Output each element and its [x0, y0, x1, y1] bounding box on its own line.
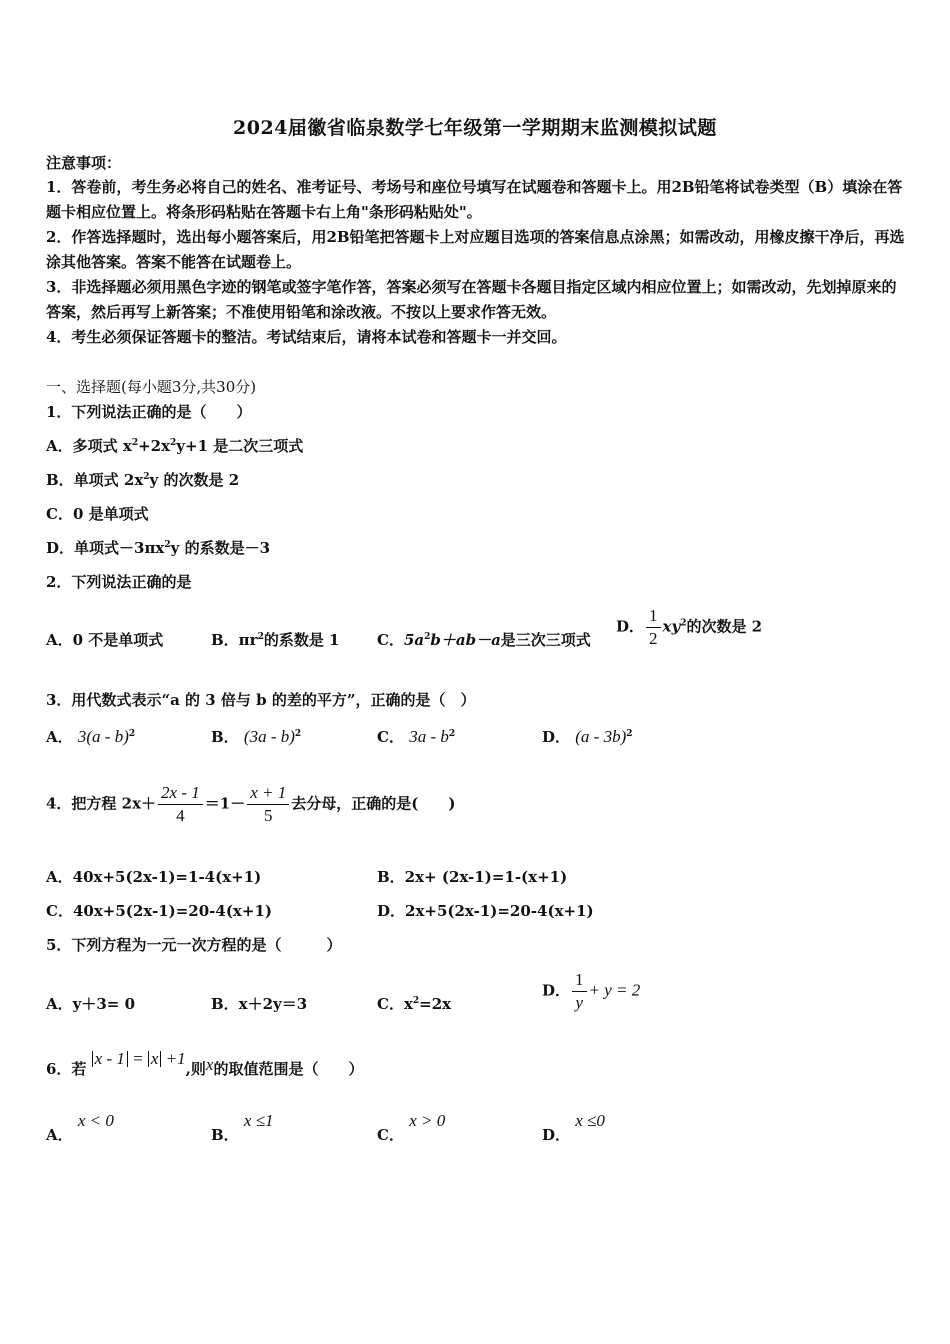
q6-option-d: D． x ≤0: [542, 1111, 605, 1144]
q6-option-c: C． x > 0: [377, 1111, 446, 1144]
q6-option-b: B． x ≤1: [211, 1111, 274, 1144]
q3-option-a: A． 3(a - b)$^2$: [46, 727, 136, 746]
q2-d-fraction: $\frac{1}{2}$: [646, 605, 661, 650]
q2-option-b: B．$\pi r^2$的系数是 1: [211, 631, 340, 649]
q4-fraction-1: $\frac{2x - 1}{4}$: [158, 782, 203, 827]
q5-option-c: C．$x^2=2x$: [377, 995, 452, 1013]
q4-option-d: D．2x+5(2x-1)=20-4(x+1): [377, 902, 594, 920]
q3-stem: 3．用代数式表示“a 的 3 倍与 b 的差的平方”，正确的是（ ）: [46, 691, 476, 709]
q6-option-a: A． x < 0: [46, 1111, 114, 1144]
q6-stem: 6．若 x - 1 = x +1,则x的取值范围是（ ）: [46, 1049, 364, 1078]
page-title: 2024届徽省临泉数学七年级第一学期期末监测模拟试题: [233, 117, 717, 139]
notice-item-3: 3．非选择题必须用黑色字迹的钢笔或签字笔作答，答案必须写在答题卡各题目指定区域内相应位置上；如需改动，先划掉原来的答案，然后再写上新答案；不准使用铅笔和涂改液。不按以上要求作答无效。: [46, 278, 897, 321]
q5-stem: 5．下列方程为一元一次方程的是（ ）: [46, 936, 342, 954]
q2-option-c: C．$5a^2b+ab-a$是三次三项式: [377, 631, 591, 649]
q4-fraction-2: $\frac{x + 1}{5}$: [247, 782, 289, 827]
section-heading: 一、选择题(每小题3分,共30分): [46, 378, 257, 396]
q3-option-d: D． (a - 3b)$^2$: [542, 727, 633, 746]
q5-option-a: A．y＋3= 0: [46, 995, 136, 1013]
notice-item-2: 2．作答选择题时，选出每小题答案后，用2B铅笔把答题卡上对应题目选项的答案信息点涂黑；如需改动，用橡皮擦干净后，再选涂其他答案。答案不能答在试题卷上。: [46, 228, 905, 271]
q1-option-d: D．单项式$-3\pi x^2y$ 的系数是－3: [46, 539, 271, 557]
notice-item-4: 4．考生必须保证答题卡的整洁。考试结束后，请将本试卷和答题卡一并交回。: [46, 328, 567, 346]
q6-equation: x - 1 = x +1: [92, 1049, 186, 1068]
q5-option-d: D． $\frac{1}{y}$ + y = 2: [542, 970, 641, 1012]
q4-option-c: C．40x+5(2x-1)=20-4(x+1): [46, 902, 272, 920]
q2-stem: 2．下列说法正确的是: [46, 573, 192, 591]
q3-option-b: B． (3a - b)$^2$: [211, 727, 302, 746]
q2-option-d: D． $\frac{1}{2}$ $xy^2$的次数是 2: [616, 606, 763, 648]
q4-stem: 4．把方程 2x＋ $\frac{2x - 1}{4}$ ＝1－ $\frac{x + 1}{5}$ 去分母，正确的是( ): [46, 783, 456, 825]
q1-stem: 1．下列说法正确的是（ ）: [46, 403, 252, 421]
q1-option-b: B．单项式 $2x^2y$ 的次数是 2: [46, 471, 240, 489]
q1-option-c: C．0 是单项式: [46, 505, 149, 523]
q4-option-a: A．40x+5(2x-1)=1-4(x+1): [46, 868, 262, 886]
q2-option-a: A．0 不是单项式: [46, 631, 164, 649]
q5-option-b: B．x＋2y＝3: [211, 995, 308, 1013]
q4-option-b: B．2x+ (2x-1)=1-(x+1): [377, 868, 568, 886]
notice-item-1: 1．答卷前，考生务必将自己的姓名、准考证号、考场号和座位号填写在试题卷和答题卡上。用2B铅笔将试卷类型（B）填涂在答题卡相应位置上。将条形码粘贴在答题卡右上角"条形码粘贴处"。: [46, 178, 903, 221]
notice-heading: 注意事项：: [46, 154, 122, 172]
q5-d-fraction: $\frac{1}{y}$: [572, 969, 587, 1014]
q3-option-c: C． $3a - b^2$: [377, 727, 456, 746]
q1-option-a: A．多项式 $x^2+2x^2y+1$ 是二次三项式: [46, 437, 304, 455]
